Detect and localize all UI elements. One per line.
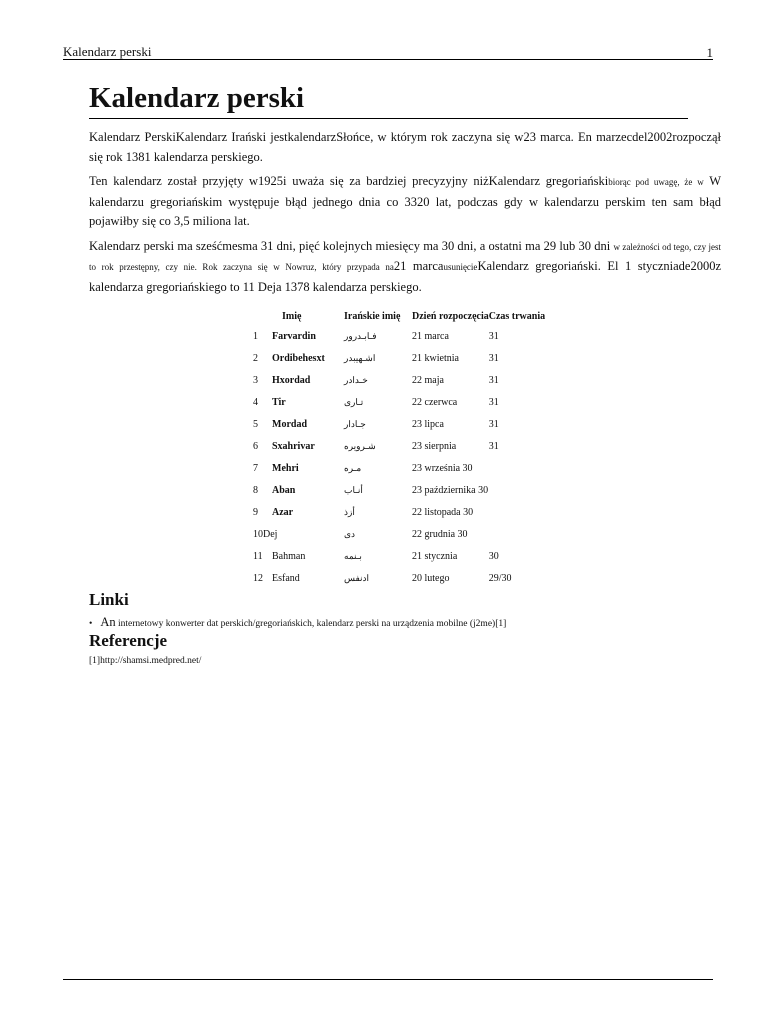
table-row [253, 391, 545, 413]
table-row [253, 457, 545, 479]
cell-duration: 31 [488, 396, 499, 408]
cell-name: Aban [272, 484, 296, 496]
table-row [253, 369, 545, 391]
link-prefix: An [100, 615, 116, 629]
p2-text-d: W kalendarzu gregoriańskim występuje błąd jednego dnia co 3320 lat, podczas gdy w kalendarzu perskim ten sam błąd pojawiłby się co 3,5 miliona lat. [89, 174, 721, 228]
paragraph-months [89, 237, 721, 298]
cell-num: 7 [253, 462, 258, 474]
cell-start: 22 grudnia 30 [412, 528, 468, 540]
page-number: 1 [706, 45, 713, 60]
cell-start: 22 maja [412, 374, 444, 386]
cell-name: Tir [272, 396, 286, 408]
p2-text-a: Ten kalendarz został przyjęty w1925i uważa się za bardziej precyzyjny niż [89, 174, 489, 188]
cell-start: 23 lipca [412, 418, 444, 430]
list-item[interactable] [89, 615, 721, 630]
cell-num: 5 [253, 418, 258, 430]
p3-text-e: Kalendarz gregoriański. El 1 styczniade2000z kalendarza gregoriańskiego to 11 Deja 1378 kalendarza perskiego. [89, 259, 722, 294]
cell-iranian: مـره [344, 462, 362, 473]
cell-iranian: دی [344, 528, 356, 539]
cell-start: 22 listopada 30 [412, 506, 474, 518]
cell-iranian: تـاری [344, 396, 364, 407]
cell-num: 1 [253, 330, 258, 342]
cell-num: 11 [253, 550, 263, 562]
table-row [253, 435, 545, 457]
cell-name: Sxahrivar [272, 440, 315, 452]
table-row [253, 479, 545, 501]
cell-duration: 29/30 [488, 572, 512, 584]
cell-start: 23 września 30 [412, 462, 473, 474]
table-row [253, 347, 545, 369]
paragraph-precision [89, 172, 721, 232]
cell-start: 23 sierpnia [412, 440, 457, 452]
cell-iranian: شـرویره [344, 440, 376, 451]
link-text: internetowy konwerter dat perskich/gregoriańskich, kalendarz perski na urządzenia mobilne (j2me)[1] [115, 619, 507, 629]
cell-iranian: جـادار [344, 418, 366, 429]
p2-link-gregorian: Kalendarz gregoriański [488, 174, 609, 188]
cell-iranian: خـدادر [344, 374, 368, 385]
header-title: Kalendarz perski [63, 44, 152, 59]
p3-text-a: Kalendarz perski ma sześćmesma 31 dni, pięć kolejnych miesięcy ma 30 dni, a ostatni ma 29 lub 30 dni [89, 238, 614, 253]
references-heading: Referencje [89, 631, 168, 650]
cell-num: 3 [253, 374, 258, 386]
cell-duration: 30 [488, 550, 499, 562]
paragraph-intro: Kalendarz PerskiKalendarz Irański jestkalendarzSłońce, w którym rok zaczyna się w23 marca. En marzecdel2002rozpoczął się rok 1381 kalendarza perskiego. [89, 130, 721, 164]
months-table [253, 307, 545, 589]
article-title: Kalendarz perski [89, 80, 688, 119]
header-name: Imię [282, 310, 302, 322]
cell-duration: 31 [488, 440, 499, 452]
cell-name: Ordibehesxt [272, 352, 325, 364]
cell-name: Hxordad [272, 374, 311, 386]
links-list [89, 615, 721, 630]
cell-num: 8 [253, 484, 258, 496]
table-row [253, 567, 545, 589]
cell-start: 21 marca [412, 330, 449, 342]
cell-iranian: بـنمه [344, 550, 362, 561]
cell-start: 22 czerwca [412, 396, 458, 408]
cell-start: 21 stycznia [412, 550, 458, 562]
cell-name: Farvardin [272, 330, 316, 342]
p3-small-text: w zależności od tego, czy jest to rok przestępny, czy nie. Rok zaczyna się w Nowruz, który przypada na [89, 241, 721, 272]
cell-iranian: ادنفس [344, 572, 370, 583]
cell-name: Azar [272, 506, 294, 518]
links-heading: Linki [89, 590, 129, 609]
cell-num: 9 [253, 506, 258, 518]
cell-duration: 31 [488, 374, 499, 386]
cell-name: Mehri [272, 462, 299, 474]
page-header [63, 44, 713, 60]
header-duration: Czas trwania [488, 310, 546, 322]
header-start: Dzień rozpoczęcia [412, 310, 489, 322]
bullet-icon: • [89, 619, 93, 629]
cell-start: 23 października 30 [412, 484, 489, 496]
cell-iranian: أزذ [344, 506, 355, 517]
cell-duration: 31 [488, 418, 499, 430]
footer-divider [63, 979, 713, 980]
reference-link[interactable]: [1]http://shamsi.medpred.net/ [89, 656, 202, 666]
cell-start: 21 kwietnia [412, 352, 459, 364]
header-num [253, 307, 272, 325]
cell-name: Bahman [272, 550, 306, 562]
cell-name: Esfand [272, 572, 300, 584]
cell-start: 20 lutego [412, 572, 450, 584]
cell-num: 2 [253, 352, 258, 364]
cell-duration: 31 [488, 330, 499, 342]
p3-date: 21 marca [393, 259, 444, 273]
header-iranian: Irańskie imię [344, 310, 401, 322]
cell-iranian: فـابـدرور [344, 330, 377, 341]
cell-iranian: اشـهیبدر [344, 352, 376, 363]
table-row [253, 523, 545, 545]
table-header-row [253, 307, 545, 325]
cell-num: 10Dej [253, 528, 278, 540]
table-row [253, 501, 545, 523]
cell-name: Mordad [272, 418, 307, 430]
p3-small-removed: usunięcie [443, 262, 478, 272]
article-content [89, 80, 721, 666]
cell-duration: 31 [488, 352, 499, 364]
cell-num: 12 [253, 572, 263, 584]
table-row [253, 325, 545, 347]
table-row [253, 413, 545, 435]
cell-num: 6 [253, 440, 258, 452]
table-row [253, 545, 545, 567]
cell-iranian: أنـاب [344, 484, 363, 495]
p2-small-text: biorąc pod uwagę, że w [608, 177, 704, 187]
cell-num: 4 [253, 396, 258, 408]
